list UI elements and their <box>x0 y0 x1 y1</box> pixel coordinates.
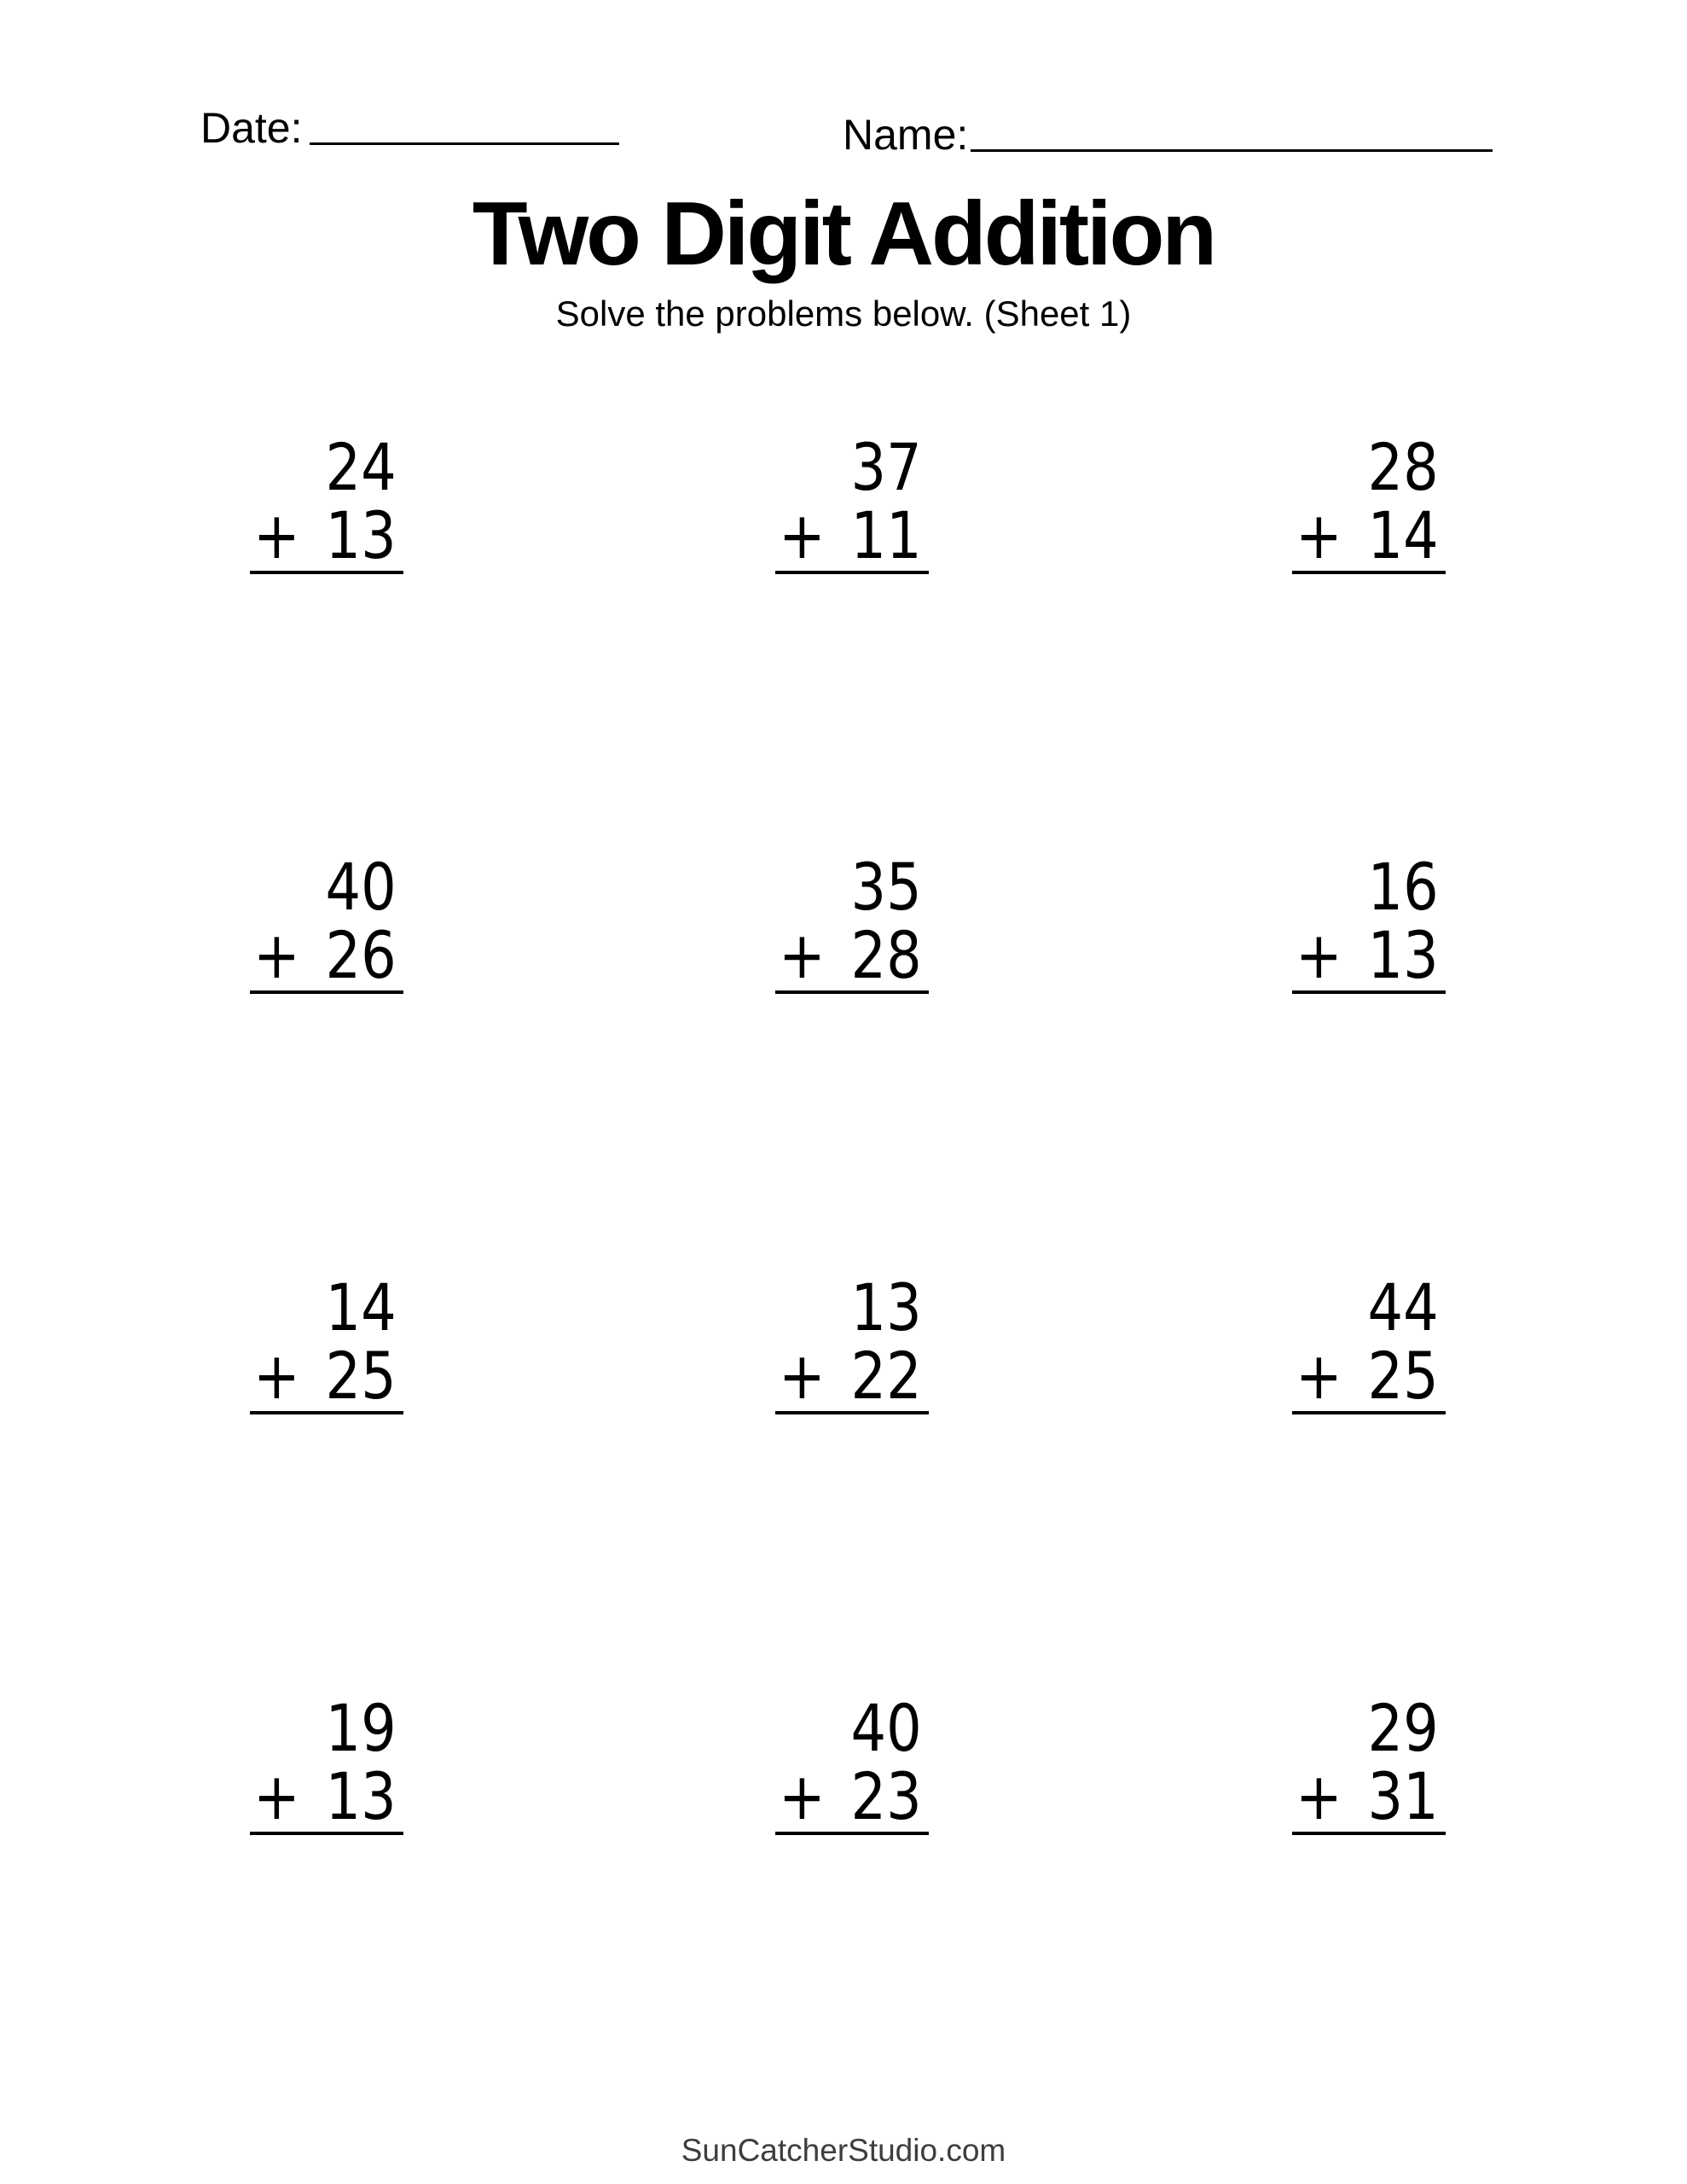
addend-top: 35 <box>850 849 922 925</box>
worksheet-subtitle: Solve the problems below. (Sheet 1) <box>555 293 1132 334</box>
plus-operator: + <box>779 497 826 573</box>
addend-bottom-row <box>250 917 403 993</box>
addition-problem <box>250 429 403 574</box>
addend-top: 29 <box>1367 1690 1439 1766</box>
date-label: Date: <box>200 104 303 152</box>
addend-bottom: 22 <box>850 1338 922 1414</box>
addend-bottom: 28 <box>850 917 922 993</box>
addend-bottom-row <box>1292 497 1446 573</box>
addend-bottom: 13 <box>1367 917 1439 993</box>
plus-operator: + <box>253 497 300 573</box>
addend-bottom: 26 <box>325 917 397 993</box>
plus-operator: + <box>253 1758 300 1834</box>
addition-problem <box>1292 429 1446 574</box>
footer-credit: SunCatcherStudio.com <box>681 2133 1006 2168</box>
addend-bottom: 23 <box>850 1758 922 1834</box>
addition-problem <box>1292 849 1446 994</box>
addend-bottom-row <box>250 497 403 573</box>
addition-problem <box>250 849 403 994</box>
date-blank-line[interactable] <box>310 142 619 145</box>
addend-bottom-row <box>1292 917 1446 993</box>
addition-problem <box>775 1269 929 1414</box>
addition-problem <box>250 1690 403 1835</box>
plus-operator: + <box>779 1758 826 1834</box>
addition-problem <box>775 429 929 574</box>
addend-top: 13 <box>850 1269 922 1345</box>
addend-bottom-row <box>250 1338 403 1414</box>
addend-bottom-row <box>775 1338 929 1414</box>
addend-top: 40 <box>850 1690 922 1766</box>
addend-bottom: 14 <box>1367 497 1439 573</box>
plus-operator: + <box>1296 497 1342 573</box>
addend-bottom-row <box>1292 1338 1446 1414</box>
worksheet-title: Two Digit Addition <box>472 183 1215 284</box>
addend-top: 16 <box>1367 849 1439 925</box>
addition-problem <box>250 1269 403 1414</box>
addend-top: 14 <box>325 1269 397 1345</box>
addend-bottom: 25 <box>325 1338 397 1414</box>
name-label: Name: <box>843 111 969 159</box>
plus-operator: + <box>1296 1338 1342 1414</box>
addend-top: 28 <box>1367 429 1439 505</box>
plus-operator: + <box>253 917 300 993</box>
addend-bottom-row <box>250 1758 403 1834</box>
addend-bottom: 25 <box>1367 1338 1439 1414</box>
addend-bottom: 11 <box>850 497 922 573</box>
plus-operator: + <box>1296 917 1342 993</box>
plus-operator: + <box>779 917 826 993</box>
name-blank-line[interactable] <box>971 149 1493 152</box>
addend-top: 37 <box>850 429 922 505</box>
addition-problem <box>1292 1690 1446 1835</box>
addend-bottom-row <box>775 917 929 993</box>
addition-problem <box>775 1690 929 1835</box>
addend-bottom: 13 <box>325 1758 397 1834</box>
addition-problem <box>775 849 929 994</box>
addition-problem <box>1292 1269 1446 1414</box>
addend-bottom: 13 <box>325 497 397 573</box>
addend-top: 24 <box>325 429 397 505</box>
addend-top: 19 <box>325 1690 397 1766</box>
plus-operator: + <box>779 1338 826 1414</box>
plus-operator: + <box>253 1338 300 1414</box>
addend-bottom-row <box>775 497 929 573</box>
addend-top: 44 <box>1367 1269 1439 1345</box>
plus-operator: + <box>1296 1758 1342 1834</box>
addend-top: 40 <box>325 849 397 925</box>
addend-bottom-row <box>775 1758 929 1834</box>
addend-bottom: 31 <box>1367 1758 1439 1834</box>
addend-bottom-row <box>1292 1758 1446 1834</box>
